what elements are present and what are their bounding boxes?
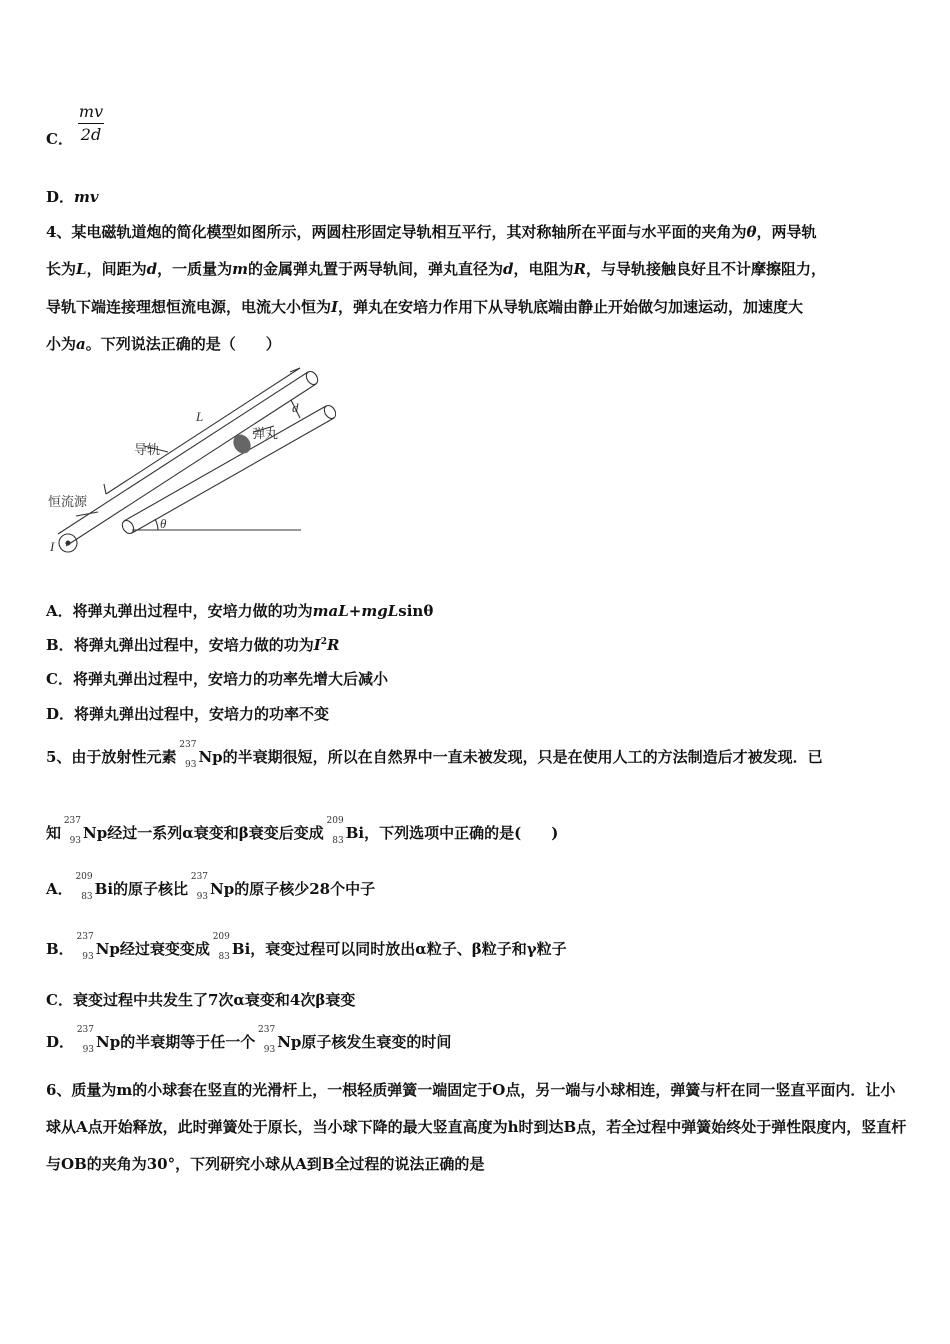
fraction-mv-over-2d bbox=[78, 102, 104, 145]
q4-text: ，与导轨接触良好且不计摩擦阻力， bbox=[585, 260, 826, 278]
label-ball: 弹丸 bbox=[252, 426, 279, 441]
atomic-number: 83 bbox=[218, 952, 230, 962]
option-d-label: D． bbox=[46, 188, 75, 206]
label-source: 恒流源 bbox=[48, 494, 88, 509]
mass-number: 237 bbox=[179, 740, 197, 750]
q4-option-a bbox=[46, 600, 433, 621]
option-expr-tail: sinθ bbox=[398, 602, 434, 620]
q5-text: Np的半衰期很短，所以在自然界中一直未被发现，只是在使用人工的方法制造后才被发现．已 bbox=[198, 748, 823, 766]
fraction-denominator: 2d bbox=[80, 125, 102, 144]
q4-text: ，弹丸在安培力作用下从导轨底端由静止开始做匀加速运动，加速度大 bbox=[338, 298, 804, 316]
mass-number: 237 bbox=[190, 872, 209, 882]
q5-text: Bi，下列选项中正确的是( ) bbox=[345, 824, 559, 842]
option-text: 将弹丸弹出过程中，安培力做的功为 bbox=[72, 602, 313, 620]
q5-text: Np经过一系列α衰变和β衰变后变成 bbox=[83, 824, 324, 842]
label-L: L bbox=[196, 409, 204, 424]
atomic-number: 83 bbox=[81, 892, 93, 902]
option-expr: maL+mgL bbox=[312, 602, 399, 620]
symbol-I: I bbox=[313, 636, 321, 654]
q5-option-a bbox=[46, 872, 375, 902]
atomic-number: 93 bbox=[82, 1045, 95, 1055]
isotope-bi bbox=[324, 816, 346, 846]
symbol-d: d bbox=[502, 260, 514, 278]
atomic-number: 93 bbox=[82, 952, 94, 962]
mass-number: 209 bbox=[75, 872, 93, 882]
label-rail: 导轨 bbox=[134, 442, 161, 457]
atomic-number: 93 bbox=[185, 760, 197, 770]
option-label: A． bbox=[46, 880, 73, 898]
option-d bbox=[46, 186, 99, 207]
label-I: I bbox=[50, 539, 55, 554]
fraction-bar bbox=[78, 123, 104, 124]
q5-text: 5、由于放射性元素 bbox=[46, 748, 177, 766]
option-label: A． bbox=[46, 602, 73, 620]
option-label: B． bbox=[46, 940, 74, 958]
q5-option-b bbox=[46, 932, 567, 962]
option-text: 将弹丸弹出过程中，安培力的功率不变 bbox=[74, 705, 330, 723]
q4-option-c bbox=[46, 668, 388, 689]
q4-option-d bbox=[46, 703, 329, 724]
q4-option-b bbox=[46, 634, 339, 655]
q4-text: ，电阻为 bbox=[513, 260, 574, 278]
mass-number: 237 bbox=[76, 1025, 95, 1035]
q4-text: 4、某电磁轨道炮的简化模型如图所示，两圆柱形固定导轨相互平行，其对称轴所在平面与水平面的夹角为 bbox=[46, 223, 747, 241]
q4-text: ，间距为 bbox=[86, 260, 147, 278]
mass-number: 237 bbox=[63, 816, 82, 826]
superscript-2: 2 bbox=[320, 637, 327, 647]
option-text: Np原子核发生衰变的时间 bbox=[277, 1033, 452, 1051]
q4-line-1 bbox=[46, 221, 816, 242]
option-d-value: mv bbox=[74, 188, 99, 206]
mass-number: 209 bbox=[326, 816, 344, 826]
q4-line-4 bbox=[46, 333, 281, 354]
q4-text: 。下列说法正确的是（ ） bbox=[85, 335, 281, 353]
symbol-m: m bbox=[232, 260, 248, 278]
fraction-numerator: mv bbox=[78, 102, 104, 121]
isotope-np bbox=[74, 1025, 96, 1055]
symbol-L: L bbox=[76, 260, 87, 278]
source-center-dot bbox=[66, 541, 71, 546]
symbol-theta: θ bbox=[746, 223, 757, 241]
q5-option-d bbox=[46, 1025, 451, 1055]
isotope-bi bbox=[73, 872, 95, 902]
option-c-label: C． bbox=[46, 130, 73, 148]
option-label: D． bbox=[46, 1033, 75, 1051]
railgun-diagram bbox=[46, 366, 336, 566]
mass-number: 209 bbox=[212, 932, 230, 942]
q4-text: 长为 bbox=[46, 260, 77, 278]
option-label: C． bbox=[46, 670, 73, 688]
option-label: B． bbox=[46, 636, 74, 654]
q5-line-1 bbox=[46, 740, 823, 770]
isotope-np bbox=[255, 1025, 277, 1055]
label-d: d bbox=[292, 400, 299, 415]
isotope-np bbox=[61, 816, 83, 846]
q6-paragraph: 6、质量为m的小球套在竖直的光滑杆上，一根轻质弹簧一端固定于O点，另一端与小球相连，弹簧与杆在同一竖直平面内．让小球从A点开始释放，此时弹簧处于原长，当小球下降的最大竖直高度为h时到达B点，若全过程中弹簧始终处于弹性限度内，竖直杆与OB的夹角为30°，下列研究小球从A到B全过程的说法正确的是 bbox=[46, 1081, 907, 1173]
ball-shape bbox=[230, 431, 254, 456]
option-text: 衰变过程中共发生了7次α衰变和4次β衰变 bbox=[72, 991, 356, 1009]
isotope-np bbox=[176, 740, 198, 770]
q4-text: 导轨下端连接理想恒流电源，电流大小恒为 bbox=[46, 298, 332, 316]
option-text: Bi，衰变过程可以同时放出α粒子、β粒子和γ粒子 bbox=[231, 940, 567, 958]
symbol-d: d bbox=[146, 260, 158, 278]
q5-line-2 bbox=[46, 816, 558, 846]
symbol-R: R bbox=[573, 260, 586, 278]
atomic-number: 93 bbox=[69, 836, 82, 846]
mass-number: 237 bbox=[258, 1025, 276, 1035]
isotope-np bbox=[188, 872, 210, 902]
option-text: Bi的原子核比 bbox=[94, 880, 189, 898]
atomic-number: 93 bbox=[263, 1045, 276, 1055]
option-label: D． bbox=[46, 705, 75, 723]
symbol-a: a bbox=[76, 335, 86, 353]
atomic-number: 93 bbox=[196, 892, 209, 902]
option-text: 将弹丸弹出过程中，安培力的功率先增大后减小 bbox=[72, 670, 388, 688]
option-text: Np经过衰变变成 bbox=[95, 940, 210, 958]
option-text: 将弹丸弹出过程中，安培力做的功为 bbox=[73, 636, 314, 654]
isotope-bi bbox=[210, 932, 232, 962]
atomic-number: 83 bbox=[332, 836, 344, 846]
q5-text: 知 bbox=[46, 824, 62, 842]
isotope-np bbox=[74, 932, 96, 962]
q4-text: ，一质量为 bbox=[157, 260, 233, 278]
mass-number: 237 bbox=[76, 932, 94, 942]
option-text: Np的原子核少28个中子 bbox=[210, 880, 376, 898]
q4-line-3 bbox=[46, 296, 803, 317]
label-theta: θ bbox=[160, 516, 167, 531]
symbol-I: I bbox=[331, 298, 339, 316]
q4-line-2 bbox=[46, 258, 826, 279]
option-label: C． bbox=[46, 991, 73, 1009]
q4-text: 的金属弹丸置于两导轨间，弹丸直径为 bbox=[247, 260, 503, 278]
option-text: Np的半衰期等于任一个 bbox=[96, 1033, 256, 1051]
q5-option-c bbox=[46, 989, 355, 1010]
q4-text: ，两导轨 bbox=[756, 223, 817, 241]
symbol-R: R bbox=[327, 636, 340, 654]
q4-text: 小为 bbox=[46, 335, 77, 353]
